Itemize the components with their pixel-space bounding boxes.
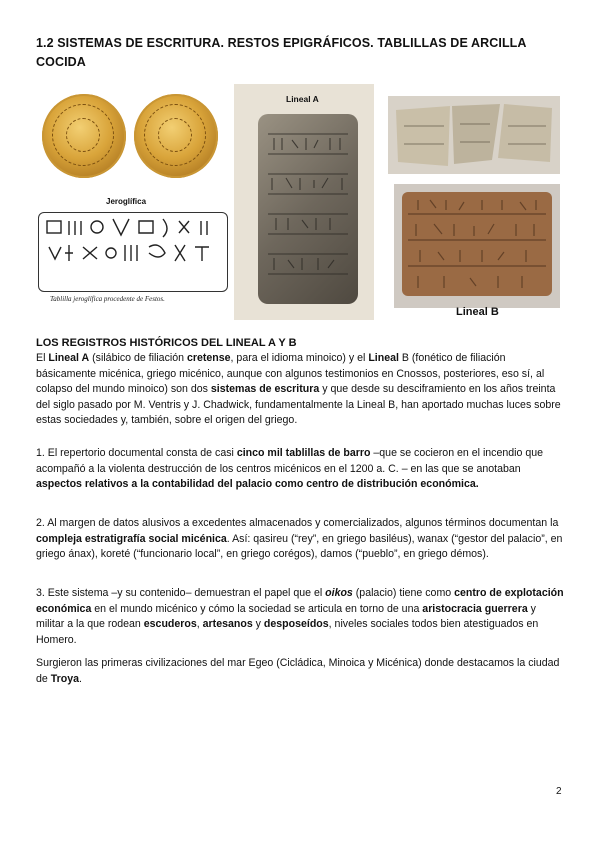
p0-text-e: , para el idioma minoico) y el [230, 352, 369, 364]
paragraph-4 [36, 656, 564, 687]
p4-text-c: . [79, 672, 82, 685]
p2-bold-estratigrafia: compleja estratigrafía social micénica [36, 532, 227, 545]
p2-text-a: 2. Al margen de datos alusivos a excedentes almacenados y comercializados, algunos términos documentan la [36, 517, 559, 529]
lineal-b-fragment [388, 96, 560, 174]
lineal-b-label: Lineal B [456, 306, 499, 318]
p3-bold-artesanos: artesanos [202, 618, 253, 631]
p0-text-i: y que desde su desciframiento en los años treinta del siglo pasado por M. Ventris y J. Chadwick, fundamentalmente la Lineal B, han aportado muchas luces sobre estas sociedades y, también, sobre el origen del griego. [36, 383, 561, 427]
p2-text-c: . Así: qasireu (“rey”, en griego basiléus), wanax (“gestor del palacio”, en griego ánax), koreté (“funcionario local”, en griego corégos), damos (“pueblo”, en griego démos). [36, 532, 563, 561]
lineal-a-photo [234, 84, 374, 320]
lineal-a-label: Lineal A [286, 94, 319, 104]
p0-text-c: (silábico de filiación [89, 352, 187, 364]
p1-bold-contabilidad: aspectos relativos a la contabilidad del palacio como centro de distribución económica. [36, 478, 479, 491]
p0-bold-cretense: cretense [186, 352, 231, 364]
p3-text-k: y [252, 618, 264, 631]
p3-bold-escuderos: escuderos [143, 618, 197, 631]
paragraph-intro [36, 351, 564, 429]
p1-bold-tablillas: cinco mil tablillas de barro [236, 447, 371, 459]
lineal-a-inscription [258, 114, 358, 304]
section-heading: LOS REGISTROS HISTÓRICOS DEL LINEAL A Y B [36, 337, 297, 349]
p4-bold-troya: Troya [50, 672, 79, 685]
page-number: 2 [556, 786, 562, 797]
p3-text-e: en el mundo micénico y cómo la sociedad se articula en torno de una [91, 602, 423, 615]
lineal-b-tablet-photo [394, 184, 560, 308]
p0-text-a: El [36, 352, 49, 364]
paragraph-2 [36, 516, 564, 563]
p3-bold-centro: centro de explotación económica [36, 587, 564, 615]
p3-text-g: y militar a la que rodean [36, 602, 536, 631]
p3-bold-oikos: oikos [325, 587, 353, 599]
hieroglyphic-tablet-drawing [38, 212, 228, 292]
lineal-b-fragment-photo [388, 96, 560, 174]
p0-text-g: B (fonético de filiación básicamente micénica, griego micénico, aunque con algunos testimonios en Cnossos, posteriores, eso sí, al colapso del mundo minoico) son dos [36, 352, 545, 396]
p3-text-m: , niveles sociales todos bien atestiguados en Homero. [36, 618, 539, 646]
p3-bold-desposeidos: desposeídos [263, 618, 329, 631]
p3-text-c: (palacio) tiene como [352, 587, 455, 599]
p0-bold-lineal: Lineal [368, 352, 399, 364]
p0-bold-sistemas: sistemas de escritura [210, 383, 320, 396]
page-title: 1.2 SISTEMAS DE ESCRITURA. RESTOS EPIGRÁFICOS. TABLILLAS DE ARCILLA COCIDA [36, 36, 527, 69]
phaistos-disc-side-b [134, 94, 218, 178]
writing-systems-figure [36, 84, 566, 324]
p4-text-a: Surgieron las primeras civilizaciones del mar Egeo (Cicládica, Minoica y Micénica) donde destacamos la ciudad de [36, 657, 560, 685]
jeroglifica-caption: Tablilla jeroglífica procedente de Festos. [50, 295, 165, 303]
p3-text-i: , [196, 618, 203, 631]
p3-text-a: 3. Este sistema –y su contenido– demuestran el papel que el [36, 587, 326, 599]
paragraph-1 [36, 446, 564, 493]
hieroglyph-signs [39, 213, 227, 291]
lineal-a-tablet [258, 114, 358, 304]
lineal-b-tablet [394, 184, 560, 308]
p3-bold-aristocracia: aristocracia guerrera [422, 602, 528, 615]
phaistos-disc-side-a [42, 94, 126, 178]
jeroglifica-label: Jeroglífica [106, 197, 147, 206]
p1-text-c: –que se cocieron en el incendio que acompañó a la violenta destrucción de los centros micénicos en el 1200 a. C. – en las que se anotaban [36, 447, 544, 475]
p1-text-a: 1. El repertorio documental consta de casi [36, 447, 237, 459]
paragraph-3 [36, 586, 564, 648]
p0-bold-lineal-a: Lineal A [48, 352, 90, 364]
